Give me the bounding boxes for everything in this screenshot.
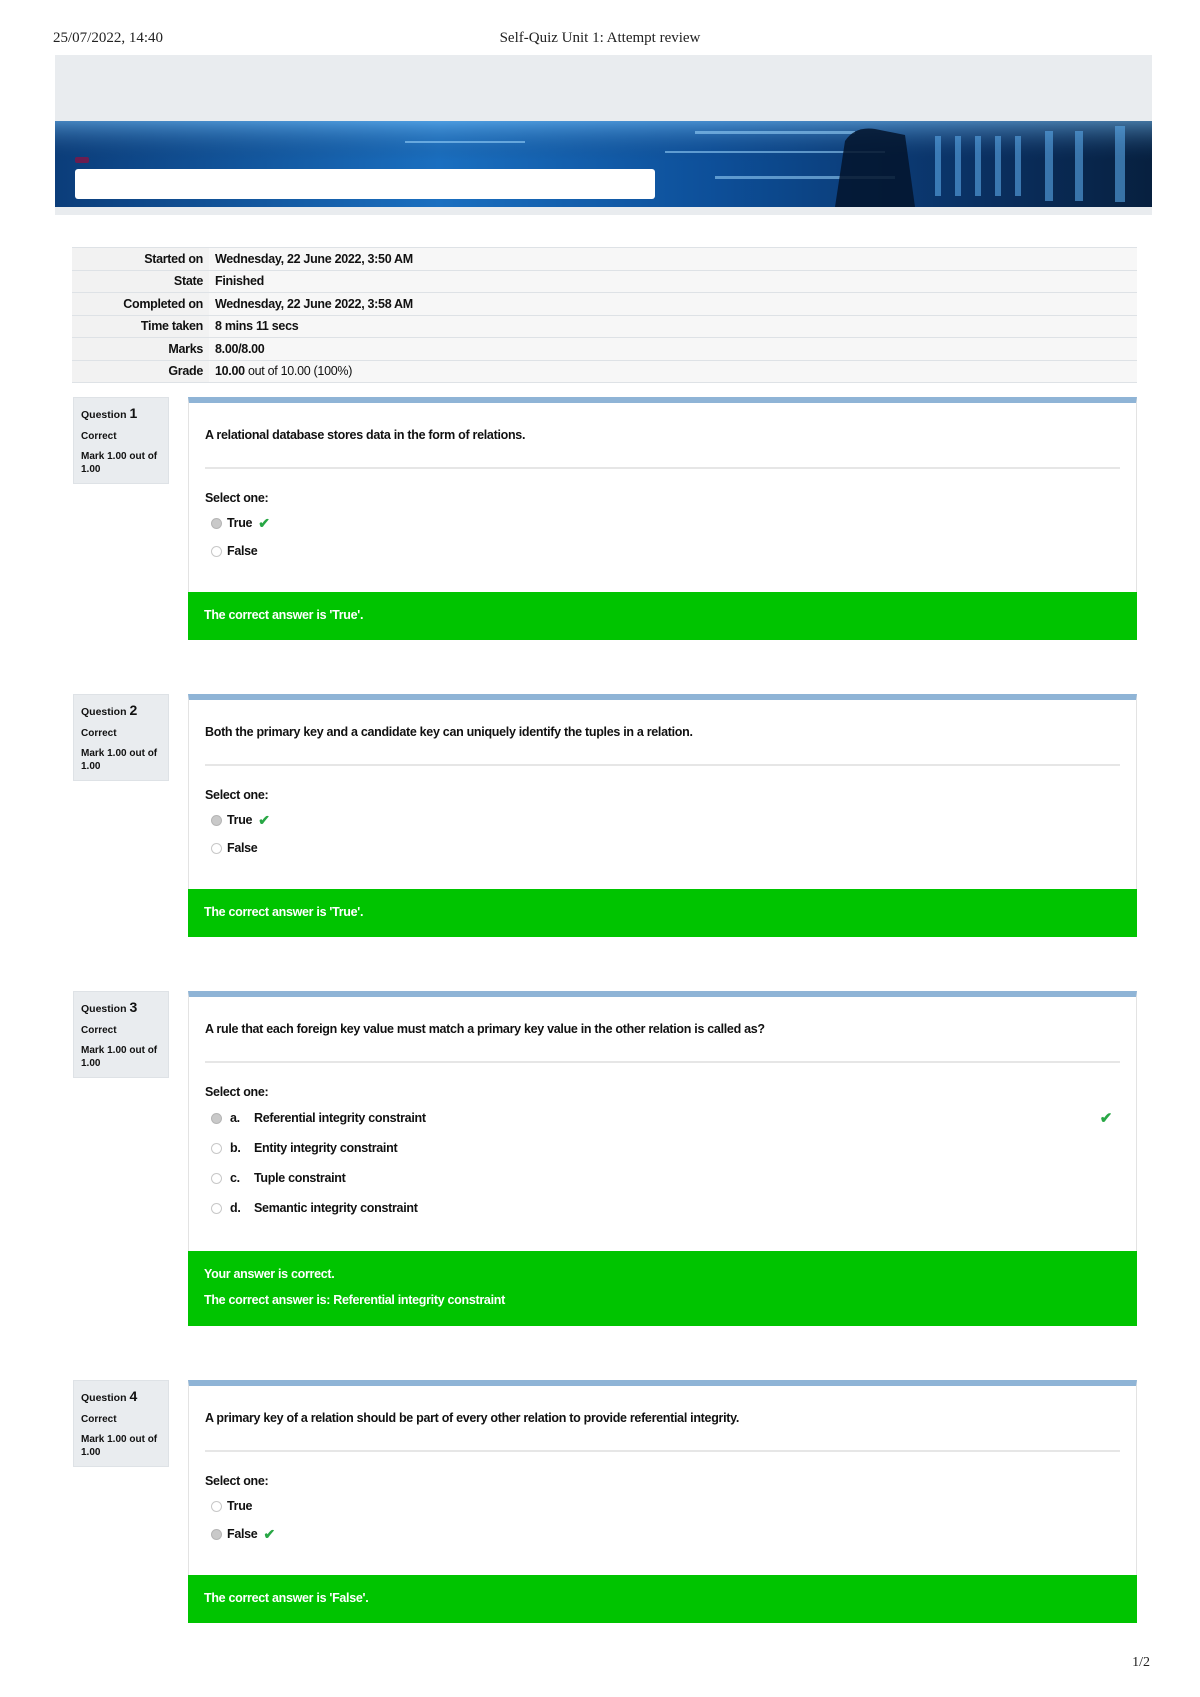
question-info <box>73 694 169 781</box>
option-letter: c. <box>230 1171 240 1185</box>
banner-title-bar <box>75 169 655 199</box>
summary-value: 8.00/8.00 <box>209 338 1137 361</box>
summary-value: 8 mins 11 secs <box>209 315 1137 338</box>
summary-value: Wednesday, 22 June 2022, 3:50 AM <box>209 248 1137 271</box>
question-content <box>188 1380 1137 1575</box>
select-one-prompt: Select one: <box>205 1474 269 1488</box>
question-mark: Mark 1.00 out of 1.00 <box>81 451 158 475</box>
answer-option[interactable] <box>211 1103 1120 1133</box>
option-letter: b. <box>230 1141 241 1155</box>
summary-value: Wednesday, 22 June 2022, 3:58 AM <box>209 293 1137 316</box>
banner-logo-mark <box>75 157 89 163</box>
question-number: Question 2 <box>81 702 138 718</box>
check-icon: ✔ <box>258 811 270 828</box>
question-text: A rule that each foreign key value must match a primary key value in the other relation is called as? <box>205 1022 765 1036</box>
answer-option[interactable] <box>211 834 1120 862</box>
question-state: Correct <box>81 1413 117 1425</box>
top-navbar <box>55 55 1152 121</box>
select-one-prompt: Select one: <box>205 491 269 505</box>
summary-label: Started on <box>72 248 209 271</box>
attempt-summary-table <box>72 247 1137 383</box>
summary-label: Grade <box>72 360 209 383</box>
answer-label: False <box>227 841 258 855</box>
answer-label: Semantic integrity constraint <box>254 1201 418 1215</box>
question-number: Question 1 <box>81 405 138 421</box>
summary-value <box>209 360 1137 383</box>
feedback-box <box>188 1575 1137 1623</box>
feedback-box <box>188 1251 1137 1326</box>
question-text: A relational database stores data in the form of relations. <box>205 428 526 442</box>
question-content <box>188 694 1137 889</box>
radio-unselected[interactable] <box>211 843 222 854</box>
course-banner <box>55 121 1152 215</box>
question-content <box>188 991 1137 1251</box>
answer-option[interactable] <box>211 1133 1120 1163</box>
grade-value: 10.00 <box>215 364 245 379</box>
answer-label: True <box>227 1499 253 1513</box>
feedback-text: The correct answer is 'True'. <box>204 608 364 622</box>
option-letter: a. <box>230 1111 240 1125</box>
feedback-box <box>188 889 1137 937</box>
summary-row <box>72 293 1137 316</box>
radio-unselected[interactable] <box>211 1203 222 1214</box>
answer-option[interactable] <box>211 1193 1120 1223</box>
question-info <box>73 397 169 484</box>
question-state: Correct <box>81 727 117 739</box>
summary-row <box>72 360 1137 383</box>
check-icon: ✔ <box>263 1525 275 1542</box>
answer-option[interactable] <box>211 1520 1120 1548</box>
question-info <box>73 1380 169 1467</box>
feedback-text: Your answer is correct. <box>204 1267 335 1281</box>
answer-label: False <box>227 544 258 558</box>
feedback-box <box>188 592 1137 640</box>
check-icon: ✔ <box>258 514 270 531</box>
answer-label: True <box>227 813 253 827</box>
question-state: Correct <box>81 1024 117 1036</box>
radio-unselected[interactable] <box>211 546 222 557</box>
summary-row <box>72 270 1137 293</box>
select-one-prompt: Select one: <box>205 1085 269 1099</box>
answer-label: False <box>227 1527 258 1541</box>
answer-option[interactable] <box>211 806 1120 834</box>
question-mark: Mark 1.00 out of 1.00 <box>81 1434 158 1458</box>
summary-row <box>72 315 1137 338</box>
answer-label: Entity integrity constraint <box>254 1141 398 1155</box>
radio-selected[interactable] <box>211 1113 222 1124</box>
select-one-prompt: Select one: <box>205 788 269 802</box>
answer-option[interactable] <box>211 1492 1120 1520</box>
question-mark: Mark 1.00 out of 1.00 <box>81 1045 158 1069</box>
question-mark: Mark 1.00 out of 1.00 <box>81 748 158 772</box>
print-title: Self-Quiz Unit 1: Attempt review <box>499 30 701 46</box>
question-text: A primary key of a relation should be part of every other relation to provide referential integrity. <box>205 1411 740 1425</box>
question-text: Both the primary key and a candidate key can uniquely identify the tuples in a relation. <box>205 725 693 739</box>
question-number: Question 3 <box>81 999 138 1015</box>
radio-selected[interactable] <box>211 815 222 826</box>
answer-label: Tuple constraint <box>254 1171 346 1185</box>
summary-label: State <box>72 270 209 293</box>
answer-option[interactable] <box>211 1163 1120 1193</box>
check-icon: ✔ <box>1099 1110 1112 1127</box>
answer-label: Referential integrity constraint <box>254 1111 426 1125</box>
feedback-text: The correct answer is 'True'. <box>204 905 364 919</box>
question-state: Correct <box>81 430 117 442</box>
radio-selected[interactable] <box>211 518 222 529</box>
summary-row <box>72 338 1137 361</box>
grade-suffix: out of 10.00 (100%) <box>244 364 353 379</box>
radio-unselected[interactable] <box>211 1143 222 1154</box>
option-letter: d. <box>230 1201 241 1215</box>
print-header <box>53 30 1147 50</box>
radio-unselected[interactable] <box>211 1173 222 1184</box>
summary-value: Finished <box>209 270 1137 293</box>
radio-selected[interactable] <box>211 1529 222 1540</box>
answer-label: True <box>227 516 253 530</box>
summary-label: Time taken <box>72 315 209 338</box>
print-date: 25/07/2022, 14:40 <box>53 30 164 46</box>
question-number: Question 4 <box>81 1388 138 1404</box>
radio-unselected[interactable] <box>211 1501 222 1512</box>
question-content <box>188 397 1137 592</box>
summary-row <box>72 248 1137 271</box>
question-info <box>73 991 169 1078</box>
feedback-text: The correct answer is 'False'. <box>204 1591 369 1605</box>
page-number: 1/2 <box>1132 1655 1150 1670</box>
answer-option[interactable] <box>211 509 1120 537</box>
summary-label: Completed on <box>72 293 209 316</box>
answer-option[interactable] <box>211 537 1120 565</box>
summary-label: Marks <box>72 338 209 361</box>
feedback-text: The correct answer is: Referential integrity constraint <box>204 1293 505 1307</box>
